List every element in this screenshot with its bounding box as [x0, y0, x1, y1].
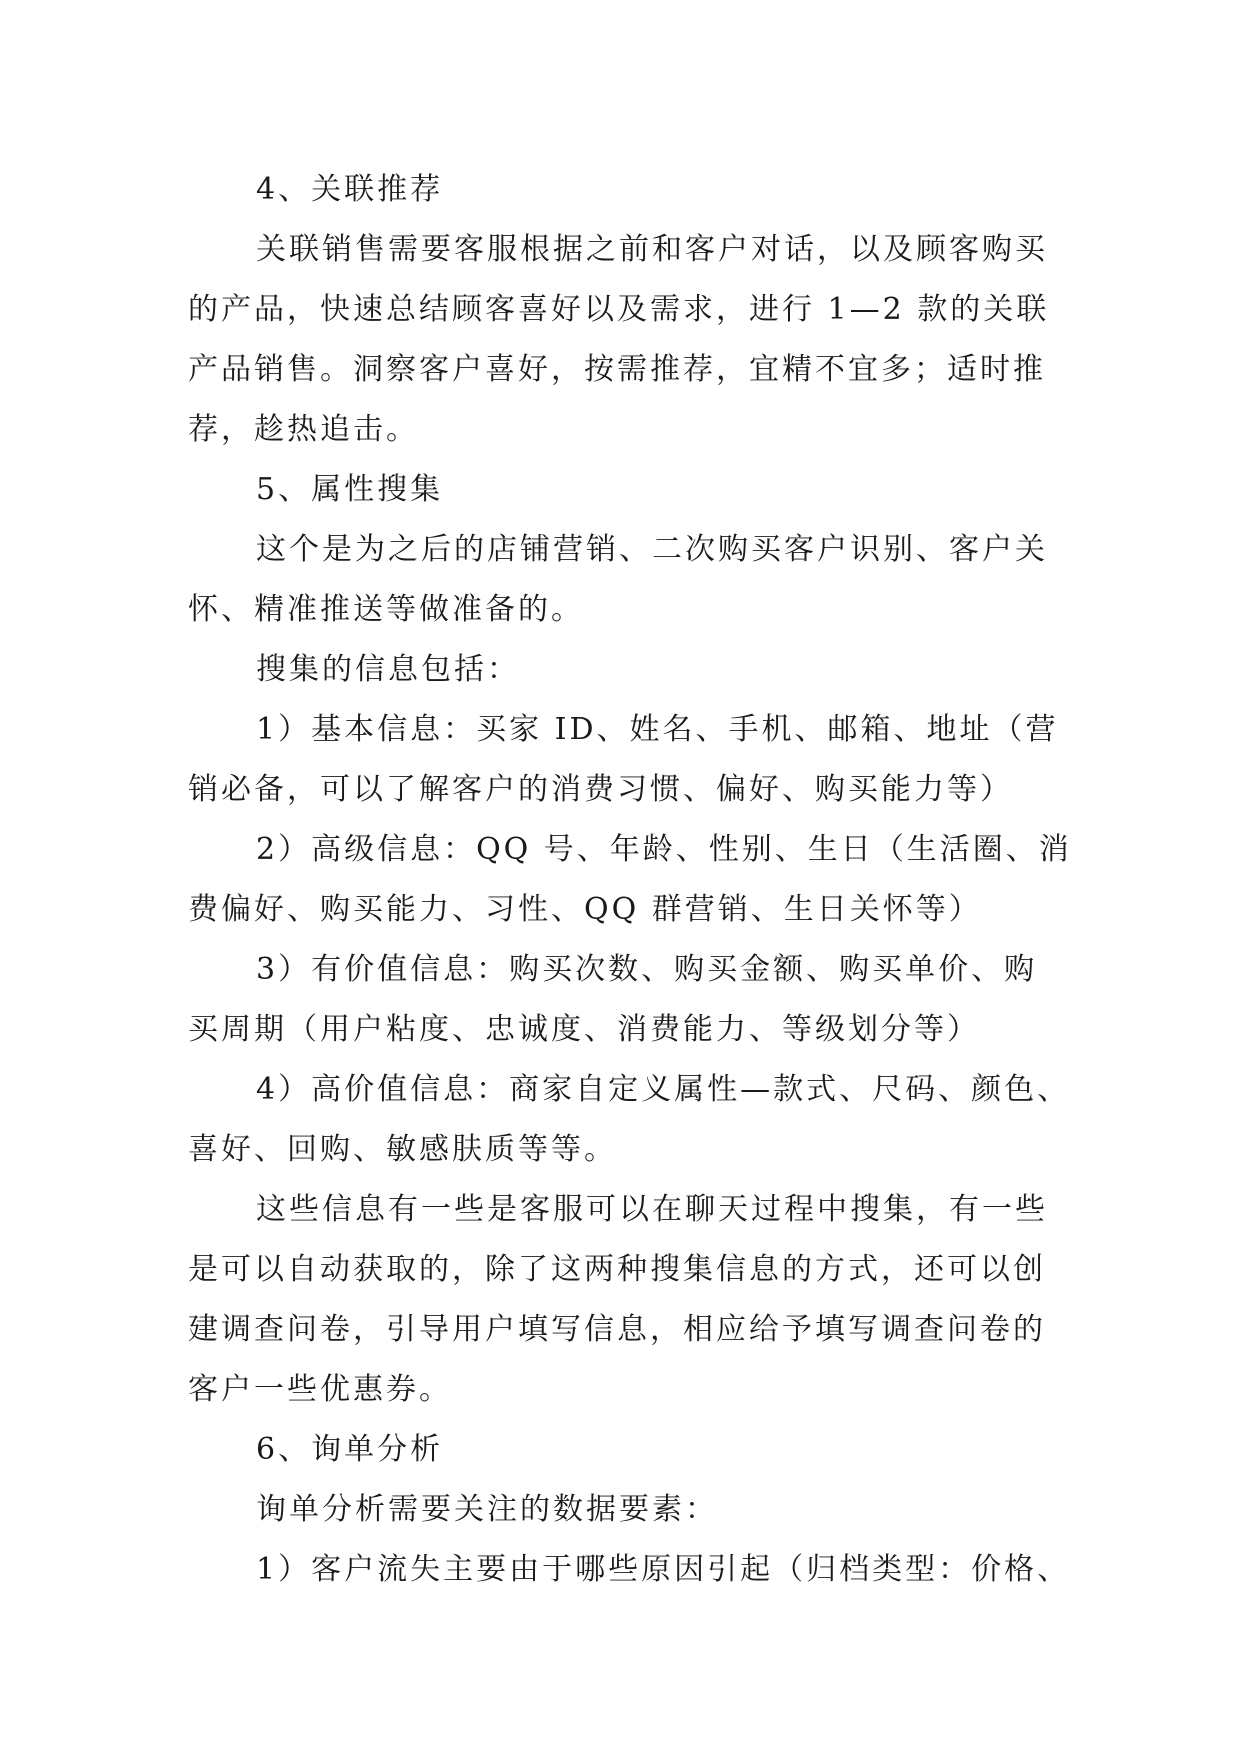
list-item-line: 4）高价值信息：商家自定义属性—款式、尺码、颜色、	[256, 1072, 1071, 1107]
paragraph-line: 搜集的信息包括：	[256, 652, 520, 687]
paragraph-line: 怀、精准推送等做准备的。	[188, 592, 584, 627]
list-item-line: 3）有价值信息：购买次数、购买金额、购买单价、购	[256, 952, 1038, 987]
list-item-line: 买周期（用户粘度、忠诚度、消费能力、等级划分等）	[188, 1012, 980, 1047]
paragraph-line: 的产品，快速总结顾客喜好以及需求，进行 1—2 款的关联	[188, 292, 1050, 327]
paragraph-line: 是可以自动获取的，除了这两种搜集信息的方式，还可以创	[188, 1252, 1046, 1287]
paragraph-line: 荐，趁热追击。	[188, 412, 419, 447]
section-heading: 6、询单分析	[256, 1432, 444, 1467]
paragraph-line: 这些信息有一些是客服可以在聊天过程中搜集，有一些	[256, 1192, 1048, 1227]
section-heading: 4、关联推荐	[256, 172, 444, 207]
section-heading: 5、属性搜集	[256, 472, 444, 507]
list-item-line: 费偏好、购买能力、习性、QQ 群营销、生日关怀等）	[188, 892, 982, 927]
paragraph-line: 产品销售。洞察客户喜好，按需推荐，宜精不宜多；适时推	[188, 352, 1046, 387]
document-body	[188, 160, 1072, 1600]
list-item-line: 2）高级信息：QQ 号、年龄、性别、生日（生活圈、消	[256, 832, 1072, 867]
list-item-line: 销必备，可以了解客户的消费习惯、偏好、购买能力等）	[188, 772, 1013, 807]
paragraph-line: 建调查问卷，引导用户填写信息，相应给予填写调查问卷的	[188, 1312, 1046, 1347]
paragraph-line: 询单分析需要关注的数据要素：	[256, 1492, 718, 1527]
list-item-line: 1）客户流失主要由于哪些原因引起（归档类型：价格、	[256, 1552, 1071, 1587]
list-item-line: 喜好、回购、敏感肤质等等。	[188, 1132, 617, 1167]
paragraph-line: 这个是为之后的店铺营销、二次购买客户识别、客户关	[256, 532, 1048, 567]
paragraph-line: 关联销售需要客服根据之前和客户对话，以及顾客购买	[256, 232, 1048, 267]
paragraph-line: 客户一些优惠券。	[188, 1372, 452, 1407]
list-item-line: 1）基本信息：买家 ID、姓名、手机、邮箱、地址（营	[256, 712, 1059, 747]
